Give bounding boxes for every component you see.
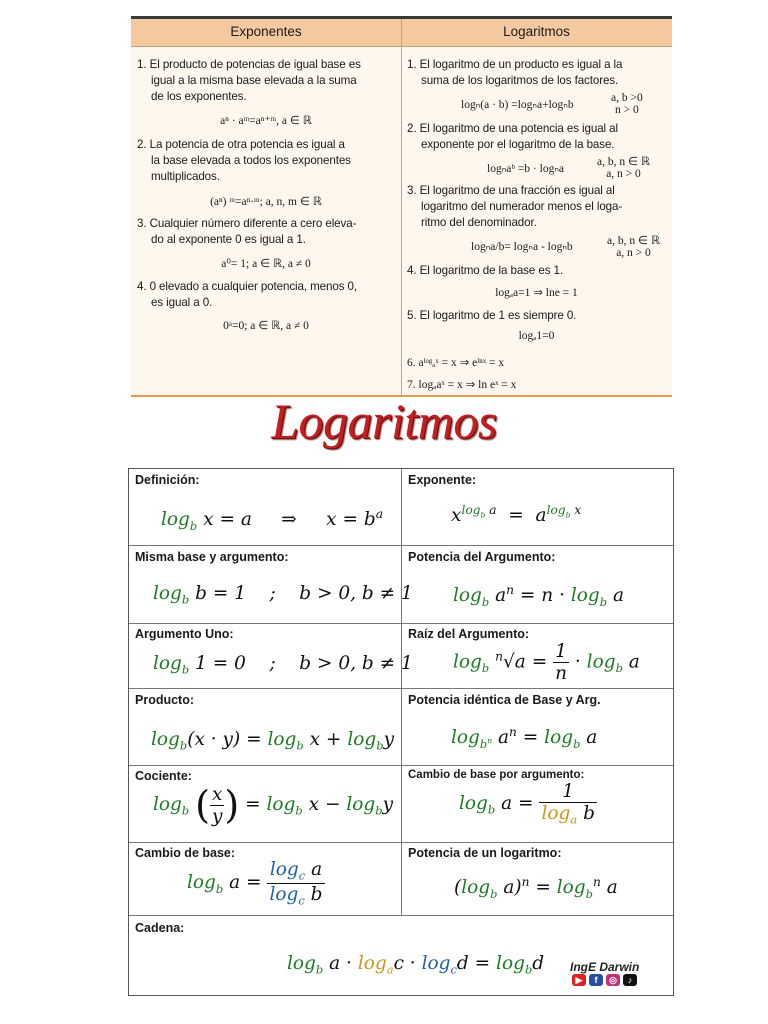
formula-cociente: $\log_b$ ( $\frac{x}{y}$ ) = $\log_b x - \log_by$	[153, 783, 394, 827]
label-potencia-identica: Potencia idéntica de Base y Arg.	[408, 693, 601, 707]
text-line: a, b >0	[611, 92, 643, 104]
label-argumento-uno: Argumento Uno:	[135, 627, 234, 641]
text-line: exponente por el logaritmo de la base.	[421, 138, 615, 151]
formula-cadena: $\log_b a \cdot \log_ac \cdot \log_cd = \log_bd$	[287, 953, 545, 977]
text-line: suma de los logaritmos de los factores.	[421, 74, 619, 87]
properties-table	[131, 16, 672, 397]
label-producto: Producto:	[135, 693, 195, 707]
formula-exponente: $x^{log_b a} = a^{log_b x}$	[451, 503, 582, 527]
column-divider	[401, 469, 402, 915]
text-line: multiplicados.	[151, 170, 220, 183]
log-condition-1	[611, 92, 643, 116]
row-divider	[129, 842, 673, 843]
formula-definicion: $\log_b x = a$ ⇒ $x = b^a$	[161, 507, 383, 533]
row-divider	[129, 915, 673, 916]
formula-raiz-argumento: $\log_b ^n√a$ = $\frac{1}{n}$ · $\log_b a$	[453, 641, 640, 684]
text-line: 1. El logaritmo de un producto es igual a la	[407, 58, 623, 71]
row-divider	[129, 688, 673, 689]
exp-rule-3	[137, 216, 356, 248]
log-formula-3: logₙa/b= logₙa - logₙb	[471, 241, 573, 253]
formula-cambio-base: $\log_b a$ = $\frac{\log_c a}{\log_c b}$	[187, 859, 323, 908]
exp-rule-1	[137, 57, 361, 105]
text-line: es igual a 0.	[151, 296, 213, 309]
text-line: 2. El logaritmo de una potencia es igual al	[407, 122, 618, 135]
text-line: ritmo del denominador.	[421, 216, 537, 229]
author-brand: IngE Darwin	[570, 960, 640, 974]
formula-potencia-argumento: $\log_b a^n = n \cdot \log_b a$	[453, 583, 625, 609]
text-line: n > 0	[614, 104, 639, 116]
text-line: de los exponentes.	[151, 90, 247, 103]
log-formula-2: logₙaᵇ =b · logₙa	[487, 163, 565, 175]
log-condition-3	[607, 235, 660, 259]
exp-formula-4: 0ᵃ=0; a ∈ ℝ, a ≠ 0	[223, 320, 309, 332]
tiktok-icon[interactable]: ♪	[623, 974, 637, 986]
formula-misma-base: $\log_b b = 1$ ; b > 0, b ≠ 1	[153, 583, 413, 607]
label-misma-base: Misma base y argumento:	[135, 550, 289, 564]
label-definicion: Definición:	[135, 473, 200, 487]
text-line: 3. Cualquier número diferente a cero eleva-	[137, 217, 357, 230]
label-potencia-argumento: Potencia del Argumento:	[408, 550, 556, 564]
exp-rule-4	[137, 279, 357, 311]
log-rule-4: 4. El logaritmo de la base es 1.	[407, 264, 563, 277]
label-raiz-argumento: Raíz del Argumento:	[408, 627, 530, 641]
logarithm-rules-table	[128, 468, 674, 996]
facebook-icon[interactable]: f	[589, 974, 603, 986]
page-title: Logaritmos	[271, 393, 497, 449]
text-line: a, n > 0	[616, 247, 651, 259]
text-line: do al exponente 0 es igual a 1.	[151, 233, 306, 246]
text-line: a, b, n ∈ ℝ	[607, 235, 660, 247]
log-formula-1: logₙ(a · b) =logₙa+logₙb	[461, 99, 574, 111]
text-line: la base elevada a todos los exponentes	[151, 154, 351, 167]
row-divider	[129, 623, 673, 624]
exp-rule-2	[137, 137, 351, 185]
log-condition-2	[597, 156, 650, 180]
text-line: logaritmo del numerador menos el loga-	[421, 200, 623, 213]
header-exponentes: Exponentes	[230, 24, 302, 39]
exp-formula-2: (aⁿ) ᵐ=aⁿ·ᵐ; a, n, m ∈ ℝ	[210, 196, 322, 208]
log-rule-5: 5. El logaritmo de 1 es siempre 0.	[407, 309, 577, 322]
formula-producto: $\log_b(x \cdot y) = \log_b x + \log_by$	[151, 729, 395, 753]
label-potencia-logaritmo: Potencia de un logaritmo:	[408, 846, 562, 860]
header-logaritmos: Logaritmos	[503, 24, 570, 39]
log-rule-1	[407, 57, 622, 89]
row-divider	[129, 545, 673, 546]
text-line: 1. El producto de potencias de igual base es	[137, 58, 361, 71]
label-cambio-base-argumento: Cambio de base por argumento:	[408, 769, 585, 781]
text-line: a, n > 0	[606, 168, 641, 180]
log-rule-2	[407, 121, 618, 153]
formula-cambio-base-argumento: $\log_b a$ = $\frac{1}{\log_a b}$	[459, 781, 595, 827]
log-formula-6: 6. aˡᵒᵍₐˣ = x ⇒ eˡⁿˣ = x	[407, 357, 505, 369]
youtube-icon[interactable]: ▶	[572, 974, 586, 986]
text-line: 3. El logaritmo de una fracción es igual al	[407, 184, 615, 197]
exp-formula-1: aⁿ · aᵐ=aⁿ⁺ᵐ, a ∈ ℝ	[220, 115, 312, 127]
social-icons	[572, 974, 637, 986]
log-formula-4: logₐa=1 ⇒ lne = 1	[495, 287, 578, 299]
exp-formula-3: a⁰= 1; a ∈ ℝ, a ≠ 0	[221, 258, 311, 270]
label-cambio-base: Cambio de base:	[135, 846, 236, 860]
log-rule-3	[407, 183, 622, 231]
label-cadena: Cadena:	[135, 921, 185, 935]
formula-potencia-identica: $\log_{b^n} a^n = \log_b a$	[451, 725, 598, 751]
label-cociente: Cociente:	[135, 769, 192, 783]
row-divider	[129, 765, 673, 766]
text-line: 4. 0 elevado a cualquier potencia, menos 0,	[137, 280, 357, 293]
log-formula-7: 7. logₐaˣ = x ⇒ ln eˣ = x	[407, 379, 517, 391]
formula-argumento-uno: $\log_b 1 = 0$ ; b > 0, b ≠ 1	[153, 653, 413, 677]
instagram-icon[interactable]: ◎	[606, 974, 620, 986]
text-line: a, b, n ∈ ℝ	[597, 156, 650, 168]
log-formula-5: logₐ1=0	[518, 330, 555, 342]
text-line: igual a la misma base elevada a la suma	[151, 74, 357, 87]
label-exponente: Exponente:	[408, 473, 477, 487]
formula-potencia-logaritmo: ($\log_b$ $a)^n = \log_b^n a$	[454, 875, 618, 901]
text-line: 2. La potencia de otra potencia es igual a	[137, 138, 345, 151]
